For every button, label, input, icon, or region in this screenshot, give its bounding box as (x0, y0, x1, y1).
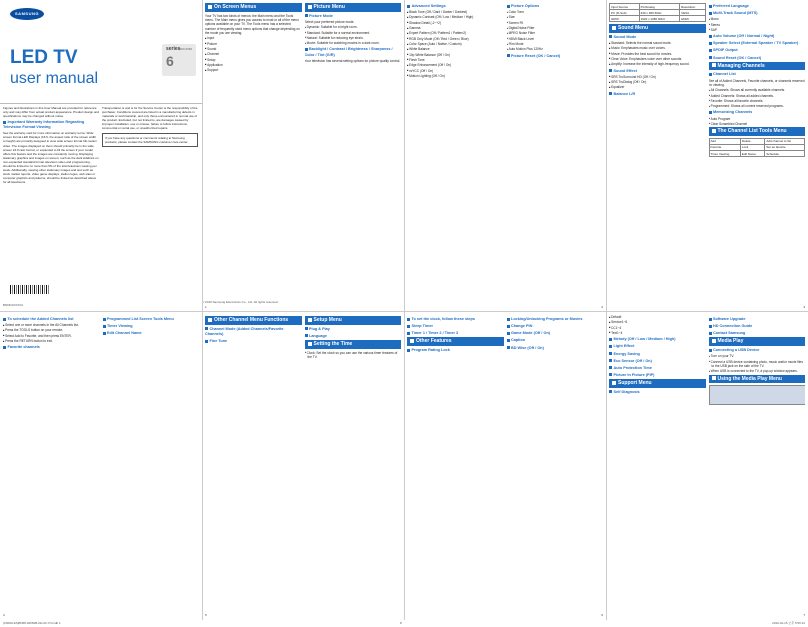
page-number: 7 (803, 612, 805, 617)
sound-reset-title: Sound Reset (OK / Cancel) (709, 56, 806, 61)
menu-item: ■ Setup (205, 58, 302, 62)
auto-volume-title: Auto Volume (Off / Normal / Night) (709, 34, 806, 39)
sound-effect-item: ■ SRS TruSurround HD (Off / On) (609, 75, 706, 79)
samsung-logo: SAMSUNG (10, 8, 44, 20)
schedule-step: ■ Select Add to Favorite, and then press ENTER. (3, 334, 100, 338)
balance-title: Balance L/R (609, 92, 706, 97)
mts-option: ■ Mono (709, 17, 806, 21)
print-strip (0, 620, 808, 627)
picture-menu-header: Picture Menu (305, 3, 402, 12)
table-row: Input Source PC/Analog Resolution (610, 4, 706, 10)
mts-title: Multi-Track Sound (MTS) (709, 11, 806, 16)
channel-list-item: ■ Added Channels: Shows all added channels. (709, 94, 806, 98)
support-icon (612, 381, 616, 385)
cover-intro: Figures and illustrations in this User Manual are provided for reference only and may differ from actual product appearance. Product design and specifications may be changed without notice. (3, 106, 100, 119)
fine-tune-title: Fine Tune (205, 339, 302, 344)
rating-lock-title: Program Rating Lock (407, 348, 504, 353)
backlight-title: Backlight / Contrast / Brightness / Sharpness / Color / Tint (G/R) (305, 47, 402, 57)
barcode (10, 285, 50, 294)
sound-mode-option: ■ Standard: Selects the normal sound mode. (609, 41, 706, 45)
warranty-text: See the warranty card for more information on warranty terms. Wide screen format LED Displays (16:9, the aspect ratio of the screen width to height) are primarily designed to view wide screen format full-motion video. The images displayed on them should primarily be in the wide screen 16:9 ratio format, or expanded to fill the screen if your model offers this feature and the images are constantly moving. Displaying stationary graphics and images on screen, such as the dark sidebars on non-expanded standard format television video and programming, should be limited to no more than 5% of the total television viewing per week. Additionally, viewing other stationary images and text such as stock market reports, video game displays, station logos, web sites or computer graphics and patterns, should be limited as described above for all televisions. (3, 131, 99, 184)
speaker-select-title: Speaker Select (External Speaker / TV Speaker) (709, 41, 806, 46)
usb-title: Connecting a USB Device (709, 348, 806, 353)
lock-title: Locking/Unlocking Programs or Movies (507, 317, 604, 322)
picture-options-title: Picture Options (507, 4, 604, 9)
page-divider (202, 0, 203, 620)
channel-list-item: ■ All Channels: Shows all currently available channels. (709, 88, 806, 92)
picture-reset-title: Picture Reset (OK / Cancel) (507, 54, 604, 59)
advanced-item: ■ Gamma (407, 26, 504, 30)
onscreen-intro: Your TV has two kinds of menus: the Main menu and the Tools menu. The Main menu gives you access to most or all of the menu options available on your TV. The Tools menu has a selected number of frequently used menu options that change depending on the mode you are viewing. (205, 13, 300, 35)
hd-guide-title: HD Connection Guide (709, 324, 806, 329)
picture-option: ■ Film Mode (507, 42, 604, 46)
page-number: 1 (205, 304, 207, 309)
channel-icon (712, 63, 716, 67)
advanced-title: Advanced Settings (407, 4, 504, 9)
game-mode-title: Game Mode (Off / On) (507, 331, 604, 336)
contact-samsung-title: Contact Samsung (709, 331, 806, 336)
usb-step: ■ Connect a USB device containing photo, music and/or movie files to the USB jack on the side of the TV. (709, 360, 806, 369)
channel-list-title: Channel List (709, 72, 806, 77)
preferred-language-title: Preferred Language (709, 4, 806, 9)
sound-mode-title: Sound Mode (609, 35, 706, 40)
picture-option: ■ Digital Noise Filter (507, 26, 604, 30)
page-number: 3 (803, 304, 805, 309)
pip-title: Picture In Picture (PIP) (609, 373, 706, 378)
sound-effect-title: Sound Effect (609, 69, 706, 74)
menu-item: ■ Picture (205, 42, 302, 46)
caption-option: ■ Service1~6 (609, 320, 706, 324)
favorite-title: Favorite channels (3, 345, 100, 350)
table-row: PC (D-Sub) 640 x 480 60Hz VESA (610, 10, 706, 16)
print-timestamp: 2010-01-15 오후 5:50:12 (772, 621, 805, 625)
advanced-item: ■ Flesh Tone (407, 58, 504, 62)
media-play-header: Media Play (709, 337, 806, 346)
cover-right-column (102, 106, 198, 147)
advanced-item: ■ 10p White Balance (Off / On) (407, 53, 504, 57)
table-row: HDMI 1920 x 1080 60Hz HDMI (610, 16, 706, 22)
menu-item: ■ Support (205, 68, 302, 72)
schedule-step: ■ Press the RETURN button to exit. (3, 339, 100, 343)
melody-title: Melody (Off / Low / Medium / High) (609, 337, 706, 342)
manual-title: LED TV (10, 47, 78, 68)
memorize-item: ■ Clear Scrambled Channel (709, 122, 806, 126)
advanced-item: ■ Shadow Detail (-2~+2) (407, 21, 504, 25)
plug-play-title: Plug & Play (305, 327, 402, 332)
energy-title: Energy Saving (609, 352, 706, 357)
picture-mode-title: Picture Mode (305, 14, 402, 19)
sound-mode-option: ■ Amplify: Increase the intensity of high-frequency sound. (609, 62, 706, 66)
set-clock-title: To set the clock, follow these steps (407, 317, 504, 322)
bd-wise-title: BD Wise (Off / On) (507, 346, 604, 351)
page-time-features (404, 313, 606, 618)
schedule-step: ■ Select one or more channels in the All Channels list. (3, 323, 100, 327)
series-number: 6 (166, 53, 174, 69)
page-support-media (606, 313, 808, 618)
channel-tools-header: The Channel List Tools Menu (709, 127, 806, 136)
advanced-item: ■ Expert Pattern (Off / Pattern1 / Pattern2) (407, 31, 504, 35)
advanced-item: ■ Black Tone (Off / Dark / Darker / Darkest) (407, 10, 504, 14)
gear-icon (308, 318, 312, 322)
sound-effect-item: ■ Equalizer (609, 85, 706, 89)
media-icon (712, 339, 716, 343)
play-icon (712, 376, 716, 380)
memorize-item: ■ Auto Program (709, 117, 806, 121)
input-table (609, 3, 706, 22)
light-effect-title: Light Effect (609, 344, 706, 349)
table-row: Favorite Lock Set as favorite (709, 144, 805, 150)
backlight-text: Your television has several setting options for picture quality control. (304, 58, 401, 63)
sound-mode-option: ■ Music: Emphasizes music over voices. (609, 46, 706, 50)
page-schedule (0, 313, 202, 618)
copyright: © 2010 Samsung Electronics Co., Ltd. All rights reserved. (202, 300, 279, 304)
page-input-sound (606, 0, 808, 310)
picture-option: ■ MPEG Noise Filter (507, 31, 604, 35)
page-number: 5 (205, 612, 207, 617)
program-menu-title: Programmed List Screen Tools Menu (103, 317, 200, 322)
schedule-step: ■ Press the TOOLS button on your remote. (3, 328, 100, 332)
channel-list-item: ■ Favorite: Shows all favorite channels. (709, 99, 806, 103)
other-features-header: Other Features (407, 337, 504, 346)
sound-mode-option: ■ Movie: Provides the best sound for movies. (609, 52, 706, 56)
sleep-timer-title: Sleep Timer (407, 324, 504, 329)
channel-tools-table (709, 138, 806, 157)
timer-viewing-title: Timer Viewing (103, 324, 200, 329)
picture-icon (308, 5, 312, 9)
advanced-item: ■ RGB Only Mode (Off / Red / Green / Blue) (407, 37, 504, 41)
caption-option: ■ Default (609, 315, 706, 319)
software-upgrade-title: Software Upgrade (709, 317, 806, 322)
advanced-item: ■ Edge Enhancement (Off / On) (407, 63, 504, 67)
clock-icon (308, 342, 312, 346)
change-pin-title: Change PIN (507, 324, 604, 329)
sound-menu-header: Sound Menu (609, 24, 706, 33)
eco-sensor-title: Eco Sensor (Off / On) (609, 359, 706, 364)
menu-item: ■ Sound (205, 47, 302, 51)
timer-title: Timer 1 / Timer 2 / Timer 3 (407, 331, 504, 336)
sound-effect-item: ■ SRS TruDialog (Off / On) (609, 80, 706, 84)
picture-option: ■ Color Tone (507, 10, 604, 14)
advanced-item: ■ White Balance (407, 47, 504, 51)
picture-option: ■ Size (507, 15, 604, 19)
channel-list-item: ■ Programmed: Shows all current reserved programs. (709, 104, 806, 108)
cover-page (0, 0, 202, 310)
table-row: Add Delete Add channel to list (709, 138, 805, 144)
picture-mode-option: ■ Movie: Suitable for watching movies in a dark room. (305, 41, 402, 45)
page-divider (606, 0, 607, 620)
edit-name-title: Edit Channel Name (103, 331, 200, 336)
using-media-header: Using the Media Play Menu (709, 375, 806, 384)
clock-text: ■ Clock: Set the clock so you can use the various timer features of the TV. (305, 351, 402, 360)
onscreen-header: On Screen Menus (205, 3, 302, 12)
language-title: Language (305, 334, 402, 339)
warranty-heading: Important Warranty Information Regarding Television Format Viewing (3, 120, 99, 130)
advanced-item: ■ Dynamic Contrast (Off / Low / Medium / High) (407, 15, 504, 19)
picture-option: ■ Auto Motion Plus 120Hz (507, 47, 604, 51)
picture-mode-option: ■ Natural: Suitable for reducing eye strain. (305, 36, 402, 40)
mts-option: ■ Stereo (709, 23, 806, 27)
page-other-channel (202, 313, 404, 618)
page-divider (404, 0, 405, 620)
page-onscreen-menus (202, 0, 404, 310)
menu-icon (208, 5, 212, 9)
sound-icon (612, 26, 616, 30)
cover-divider (0, 103, 202, 104)
self-diagnosis-title: Self Diagnosis (609, 390, 706, 395)
channel-mode-title: Channel Mode (Added Channels/Favorite Channels) (205, 327, 302, 337)
usb-step: ■ Turn on your TV. (709, 354, 806, 358)
picture-mode-text: Select your preferred picture mode. (304, 19, 355, 24)
caption-option: ■ Text1~4 (609, 331, 706, 335)
media-play-screenshot (709, 385, 806, 405)
picture-mode-option: ■ Dynamic: Suitable for a bright room. (305, 25, 402, 29)
warranty-text-2: Transportation is and is for the Service Center is the responsibility of the purchaser. Conditions covered are listed in a manufacturing defects in materials or workmanship, and only those encountered in normal use of the product. Excluded, but not limited to, are damages caused by improper installation, use or misuse, failure to follow instructions, commercial or rental use, or unauthorized repairs. (102, 106, 198, 131)
caption-title: Caption (507, 338, 604, 343)
schedule-title: To schedule the Added Channels list (3, 317, 100, 322)
picture-option: ■ HDMI Black Level (507, 37, 604, 41)
series-badge (162, 44, 196, 76)
other-channel-header: Other Channel Menu Functions (205, 316, 302, 325)
support-menu-header: Support Menu (609, 379, 706, 388)
tools-icon (712, 129, 716, 133)
memorize-title: Memorizing Channels (709, 110, 806, 115)
menu-item: ■ Input (205, 36, 302, 40)
series-label: series (166, 46, 181, 52)
manual-subtitle: user manual (10, 70, 99, 87)
menu-item: ■ Channel (205, 52, 302, 56)
model-code: BN68-0XXXXA (3, 302, 24, 307)
usb-step: ■ When USB is connected to the TV, a pop-up window appears. (709, 369, 806, 373)
picture-mode-option: ■ Standard: Suitable for a normal environment. (305, 31, 402, 35)
mts-option: ■ SAP (709, 28, 806, 32)
cover-left-column (3, 106, 99, 185)
advanced-item: ■ xvYCC (Off / On) (407, 69, 504, 73)
spdif-title: SPDIF Output (709, 48, 806, 53)
page-number: 6 (601, 612, 603, 617)
print-page-number: 8 (400, 621, 402, 625)
table-row: Timer Viewing Edit Name Schedule (709, 151, 805, 157)
print-file-name: [C6000-ZA]BN68-02581B-01L04-YN.indb 1 (3, 621, 61, 625)
auto-protect-title: Auto Protection Time (609, 366, 706, 371)
sound-mode-option: ■ Clear Voice: Emphasizes voice over other sounds. (609, 57, 706, 61)
contact-notice: If you have any questions or comments relating to Samsung products, please contact the SAMSUNG customer care center. (102, 133, 198, 147)
time-header: Setting the Time (305, 340, 402, 349)
channel-list-text: See all of Added Channels, Favorite channels, or channels reserved for viewing. (708, 78, 805, 87)
page-number: 2 (601, 304, 603, 309)
channel-header: Managing Channels (709, 62, 806, 71)
advanced-item: ■ Motion Lighting (Off / On) (407, 74, 504, 78)
channel-icon (208, 318, 212, 322)
advanced-item: ■ Color Space (Auto / Native / Custom) (407, 42, 504, 46)
series-models: 6000 6050 (178, 47, 193, 51)
picture-option: ■ Screen Fit (507, 21, 604, 25)
setup-menu-header: Setup Menu (305, 316, 402, 325)
menu-item: ■ Application (205, 63, 302, 67)
page-advanced-settings (404, 0, 606, 310)
star-icon (410, 339, 414, 343)
page-number: 4 (3, 612, 5, 617)
caption-option: ■ CC1~4 (609, 326, 706, 330)
